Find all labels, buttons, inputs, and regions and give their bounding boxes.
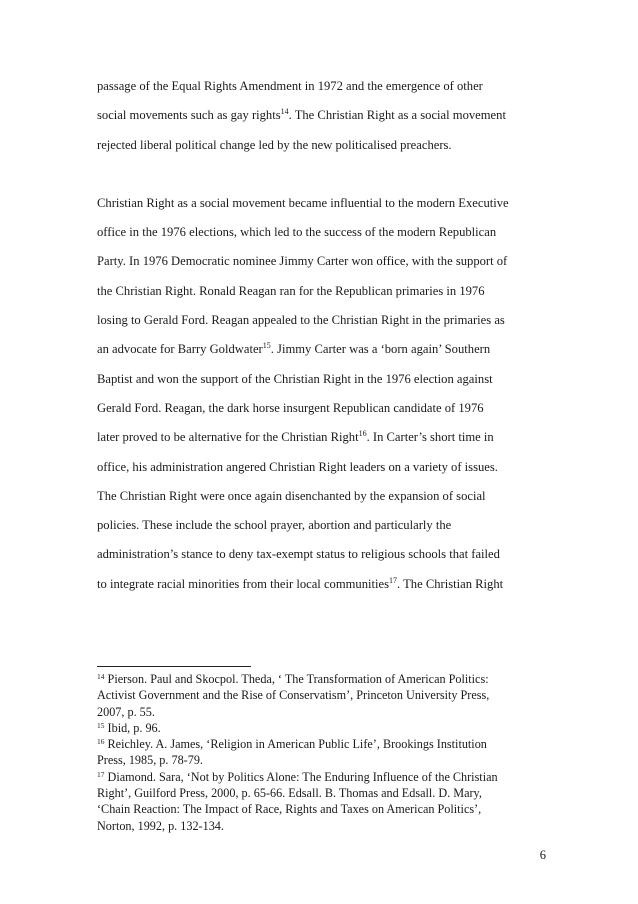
footnotes (97, 671, 547, 834)
line-text: . The Christian Right (397, 576, 504, 591)
footnote-line (97, 720, 547, 736)
line-text: Baptist and won the support of the Christian Right in the 1976 election against (97, 371, 493, 386)
line-text: office in the 1976 elections, which led to the success of the modern Republican (97, 225, 497, 240)
text-line (97, 482, 557, 511)
footnote-text: Ibid, p. 96. (104, 720, 161, 735)
line-text: . Jimmy Carter was a ‘born again’ Southern (270, 342, 491, 357)
line-text: losing to Gerald Ford. Reagan appealed to the Christian Right in the primaries as (97, 313, 505, 328)
footnote-ref-15[interactable]: 15 (262, 341, 271, 351)
body-text (97, 72, 557, 599)
footnote-line (97, 687, 547, 703)
text-line (97, 453, 557, 482)
text-line (97, 423, 557, 452)
footnote-number: 16 (97, 737, 105, 747)
footnote-ref-17[interactable]: 17 (389, 575, 398, 585)
line-text: office, his administration angered Christian Right leaders on a variety of issues. (97, 459, 498, 474)
page-number: 6 (539, 848, 546, 862)
paragraph-gap (97, 160, 557, 189)
line-text: administration’s stance to deny tax-exempt status to religious schools that failed (97, 547, 500, 562)
text-line (97, 72, 557, 101)
paragraph-1 (97, 72, 557, 160)
line-text: Party. In 1976 Democratic nominee Jimmy Carter won office, with the support of (97, 254, 508, 269)
footnote-text: Right’, Guilford Press, 2000, p. 65-66. Edsall. B. Thomas and Edsall. D. Mary, (97, 786, 482, 801)
line-text: The Christian Right were once again disenchanted by the expansion of social (97, 488, 486, 503)
text-line (97, 247, 557, 276)
footnote-number: 14 (97, 672, 105, 681)
footnote-text: ‘Chain Reaction: The Impact of Race, Rights and Taxes on American Politics’, (97, 802, 482, 817)
text-line (97, 511, 557, 540)
line-text: social movements such as gay rights (97, 108, 281, 123)
footnote-ref-14[interactable]: 14 (280, 107, 289, 117)
footnote-line (97, 736, 547, 752)
line-text: rejected liberal political change led by the new politicalised preachers. (97, 137, 452, 152)
line-text: the Christian Right. Ronald Reagan ran for the Republican primaries in 1976 (97, 283, 485, 298)
footnote-text: Press, 1985, p. 78-79. (97, 753, 203, 768)
footnote-text: Pierson. Paul and Skocpol. Theda, ‘ The Transformation of American Politics: (104, 672, 489, 686)
footnote-ref-16[interactable]: 16 (358, 429, 367, 439)
text-line (97, 335, 557, 364)
text-line (97, 570, 557, 599)
paragraph-2 (97, 189, 557, 599)
text-line (97, 394, 557, 423)
line-text: passage of the Equal Rights Amendment in 1972 and the emergence of other (97, 79, 483, 93)
footnote-line (97, 752, 547, 768)
footnote-line (97, 704, 547, 720)
line-text: . The Christian Right as a social movement (288, 108, 506, 123)
footnote-number: 15 (97, 720, 105, 730)
line-text: to integrate racial minorities from their local communities (97, 576, 390, 591)
text-line (97, 365, 557, 394)
line-text: an advocate for Barry Goldwater (97, 342, 263, 357)
footnote-separator (97, 666, 251, 667)
footnote-line (97, 818, 547, 834)
footnote-line (97, 801, 547, 817)
line-text: Gerald Ford. Reagan, the dark horse insurgent Republican candidate of 1976 (97, 400, 484, 415)
footnote-text: Activist Government and the Rise of Conservatism’, Princeton University Press, (97, 688, 490, 703)
text-line (97, 101, 557, 130)
footnote-line (97, 671, 547, 687)
line-text: later proved to be alternative for the Christian Right (97, 430, 359, 445)
footnote-text: 2007, p. 55. (97, 704, 155, 719)
footnote-line (97, 785, 547, 801)
footnote-number: 17 (97, 769, 105, 779)
line-text: policies. These include the school prayer, abortion and particularly the (97, 518, 452, 533)
line-text: . In Carter’s short time in (366, 430, 494, 445)
line-text: Christian Right as a social movement became influential to the modern Executive (97, 195, 509, 210)
footnote-text: Diamond. Sara, ‘Not by Politics Alone: The Enduring Influence of the Christian (104, 769, 498, 784)
footnote-text: Norton, 1992, p. 132-134. (97, 818, 224, 833)
text-line (97, 540, 557, 569)
text-line (97, 306, 557, 335)
footnote-line (97, 769, 547, 785)
text-line (97, 131, 557, 160)
text-line (97, 189, 557, 218)
text-line (97, 218, 557, 247)
text-line (97, 277, 557, 306)
footnote-text: Reichley. A. James, ‘Religion in American Public Life’, Brookings Institution (104, 737, 487, 752)
